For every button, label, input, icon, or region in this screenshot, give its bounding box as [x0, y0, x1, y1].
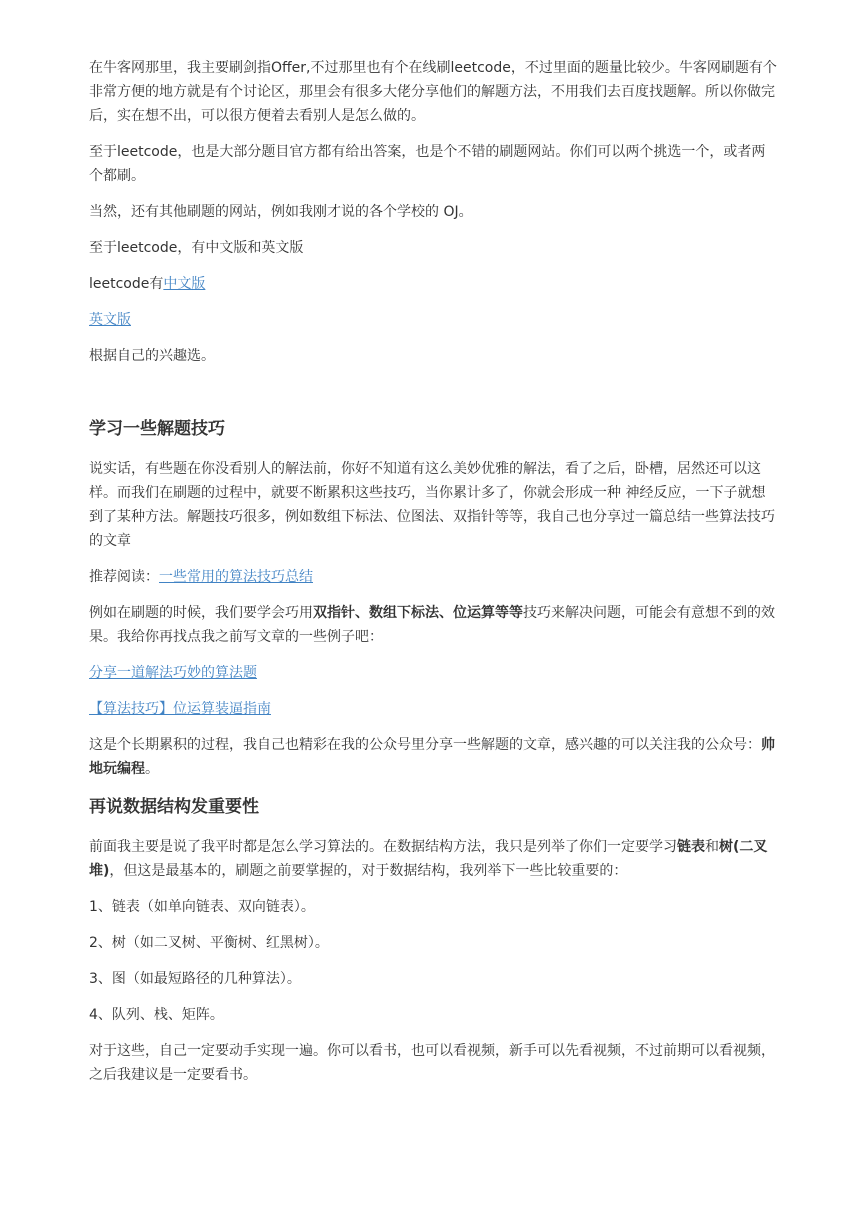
- intro-paragraph-2: 至于leetcode，也是大部分题目官方都有给出答案，也是个不错的刷题网站。你们可以两个挑选一个，或者两个都刷。: [89, 144, 766, 184]
- tips-recommend: [89, 565, 779, 589]
- leetcode-en-link[interactable]: 英文版: [89, 312, 131, 328]
- tips-link-row-a: [89, 661, 779, 685]
- ds-list-item: 3、图（如最短路径的几种算法）。: [89, 971, 301, 987]
- ds-p1-mid: 和: [705, 839, 719, 855]
- ds-list-item: 2、树（如二叉树、平衡树、红黑树）。: [89, 935, 329, 951]
- ds-paragraph-1: [89, 835, 779, 883]
- intro-paragraph-6: [89, 308, 779, 332]
- tips-p3-bold: 双指针、数组下标法、位运算等等: [313, 605, 523, 621]
- leetcode-cn-link[interactable]: 中文版: [163, 276, 206, 292]
- tips-p3-suffix: 技巧来解决问题，可能会有意想不到的效果。我给你再找点我之前写文章的一些例子吧：: [89, 605, 775, 645]
- ds-list-item: 1、链表（如单向链表、双向链表）。: [89, 899, 315, 915]
- article-body: [89, 56, 779, 1099]
- tips-paragraph-6: [89, 733, 779, 781]
- section-heading-tips: 学习一些解题技巧: [89, 419, 225, 439]
- ds-p1-prefix: 前面我主要是说了我平时都是怎么学习算法的。在数据结构方法，我只是列举了你们一定要学习: [89, 839, 677, 855]
- tips-paragraph-1: 说实话，有些题在你没看别人的解法前，你好不知道有这么美妙优雅的解法，看了之后，卧槽，居然还可以这样。而我们在刷题的过程中，就要不断累积这些技巧，当你累计多了，你就会形成一种 神经反应，一下子就想到了某种方法。解题技巧很多，例如数组下标法、位图法、双指针等等，我自己也分享过一篇总结一些算法技巧的文章: [89, 461, 775, 549]
- tips-link-row-b: [89, 697, 779, 721]
- tips-paragraph-3: [89, 601, 779, 649]
- tips-p6-prefix: 这是个长期累积的过程，我自己也精彩在我的公众号里分享一些解题的文章，感兴趣的可以关注我的公众号：: [89, 737, 761, 753]
- article-link-algorithm[interactable]: 分享一道解法巧妙的算法题: [89, 665, 257, 681]
- account-name: 帅地玩编程: [89, 737, 775, 777]
- section-heading-data-structures: 再说数据结构发重要性: [89, 797, 259, 817]
- article-link-bitwise[interactable]: 【算法技巧】位运算装逼指南: [89, 701, 271, 717]
- ds-p1-suffix: ，但这是最基本的，刷题之前要掌握的，对于数据结构，我列举下一些比较重要的：: [109, 863, 628, 879]
- ds-bold-linked-list: 链表: [677, 839, 705, 855]
- ds-list-item: 4、队列、栈、矩阵。: [89, 1007, 224, 1023]
- recommend-article-link[interactable]: 一些常用的算法技巧总结: [159, 569, 313, 585]
- intro-paragraph-4: 至于leetcode，有中文版和英文版: [89, 240, 304, 256]
- tips-p6-suffix: 。: [145, 761, 159, 777]
- intro-paragraph-1: 在牛客网那里，我主要刷剑指Offer,不过那里也有个在线刷leetcode，不过里面的题量比较少。牛客网刷题有个非常方便的地方就是有个讨论区，那里会有很多大佬分享他们的解题方法，不用我们去百度找题解。所以你做完后，实在想不出，可以很方便着去看别人是怎么做的。: [89, 60, 777, 124]
- ds-paragraph-last: 对于这些，自己一定要动手实现一遍。你可以看书，也可以看视频，新手可以先看视频，不过前期可以看视频，之后我建议是一定要看书。: [89, 1043, 775, 1083]
- intro-paragraph-7: 根据自己的兴趣选。: [89, 348, 215, 364]
- intro-paragraph-3: 当然，还有其他刷题的网站，例如我刚才说的各个学校的 OJ。: [89, 204, 473, 220]
- ds-bold-tree: 树(二叉堆): [89, 839, 768, 879]
- recommend-prefix: 推荐阅读：: [89, 569, 159, 585]
- leetcode-versions-prefix: leetcode有: [89, 276, 164, 292]
- tips-p3-prefix: 例如在刷题的时候，我们要学会巧用: [89, 605, 313, 621]
- intro-paragraph-5: [89, 272, 779, 296]
